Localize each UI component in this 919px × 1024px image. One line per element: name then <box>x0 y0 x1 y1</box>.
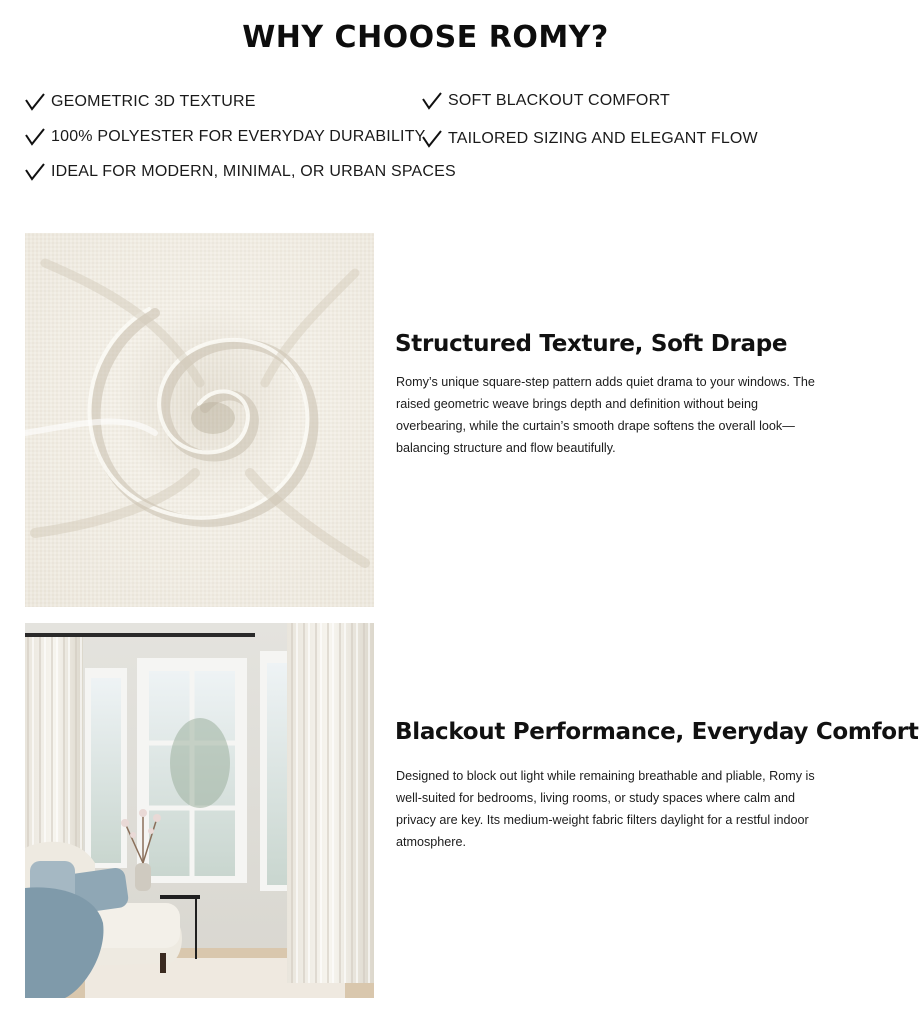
section-heading: Blackout Performance, Everyday Comfort <box>395 719 919 745</box>
section-body-text: Romy’s unique square-step pattern adds quiet drama to your windows. The raised geometric weave brings depth and definition without being overbearing, while the curtain’s smooth drape softens the overall look—balancing structure and flow beautifully. <box>396 375 815 455</box>
checkmark-icon <box>422 130 442 148</box>
feature-item <box>25 163 456 181</box>
fabric-texture-image <box>25 233 374 607</box>
feature-item <box>422 92 670 110</box>
feature-item <box>25 93 256 111</box>
feature-item <box>422 130 758 148</box>
checkmark-icon <box>25 128 45 146</box>
section-body-text: Designed to block out light while remaining breathable and pliable, Romy is well-suited for bedrooms, living rooms, or study spaces where calm and privacy are key. Its medium-weight fabric filters daylight for a restful indoor atmosphere. <box>396 769 815 849</box>
section-heading: Structured Texture, Soft Drape <box>395 331 788 357</box>
feature-label: TAILORED SIZING AND ELEGANT FLOW <box>448 130 758 147</box>
feature-label: SOFT BLACKOUT COMFORT <box>448 92 671 109</box>
checkmark-icon <box>25 93 45 111</box>
checkmark-icon <box>25 163 45 181</box>
living-room-image <box>25 623 374 998</box>
feature-label: 100% POLYESTER FOR EVERYDAY DURABILITY <box>51 128 426 145</box>
feature-item <box>25 128 426 146</box>
feature-label: GEOMETRIC 3D TEXTURE <box>51 93 256 110</box>
checkmark-icon <box>422 92 442 110</box>
feature-label: IDEAL FOR MODERN, MINIMAL, OR URBAN SPACES <box>51 163 456 180</box>
page-title: WHY CHOOSE ROMY? <box>242 20 609 55</box>
